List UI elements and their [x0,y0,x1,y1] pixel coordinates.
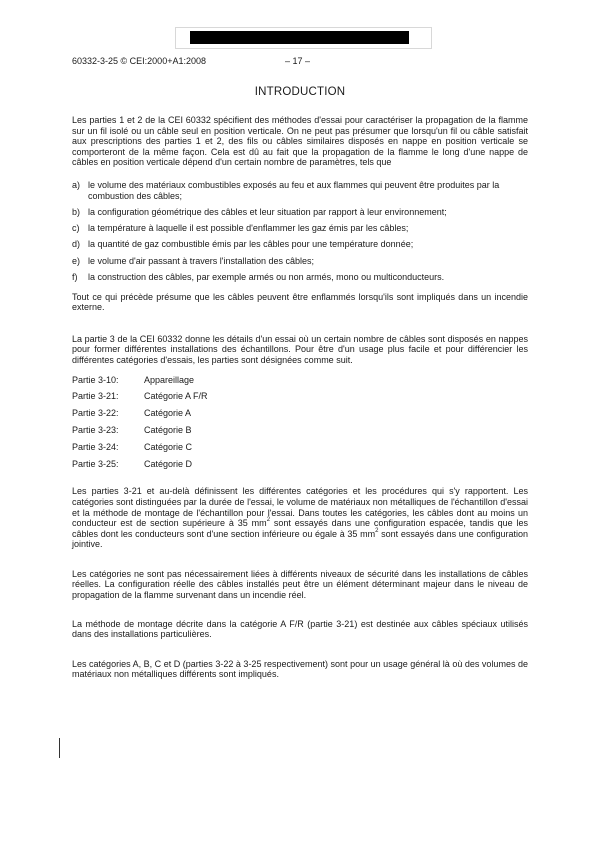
parameter-list [72,180,528,283]
part-key: Partie 3-25: [72,458,119,469]
part-value: Catégorie A [144,408,192,419]
part-value: Appareillage [144,374,195,385]
list-item-label: e) [72,255,81,266]
list-item-text: le volume d'air passant à travers l'installation des câbles; [88,255,315,266]
part-row [72,391,528,408]
list-item-label: f) [72,271,78,282]
list-item-text: la construction des câbles, par exemple armés ou non armés, mono ou multiconducteurs. [88,271,445,282]
list-item-text: la température à laquelle il est possible d'enflammer les gaz émis par les câbles; [88,223,409,234]
list-item-text: le volume des matériaux combustibles exposés au feu et aux flammes qui peuvent être produites par la combustion des câbles; [88,179,500,201]
part-row [72,459,528,476]
part-value: Catégorie D [144,458,193,469]
list-item-label: a) [72,179,81,190]
part-row [72,375,528,392]
categories-text-a: Les parties 3-21 et au-delà définissent les différentes catégories et les procédures qui s'y rapportent. Les catégories sont distinguées par la durée de l'essai, le volume de matériaux non métalliques de l'échantillon d'essai et la méthode de montage de l'échantillon pour l'essai. Dans toutes les catégories, les câbles dont au moins un conducteur est de section supérieure à 35 mm [72,486,528,529]
list-item-text: la configuration géométrique des câbles et leur situation par rapport à leur environnement; [88,206,447,217]
list-item-text: la quantité de gaz combustible émis par les câbles pour une température donnée; [88,239,414,250]
part-value: Catégorie C [144,441,193,452]
list-item [72,239,528,250]
part-key: Partie 3-23: [72,424,119,435]
document-body [72,115,528,680]
parts-list [72,375,528,476]
part-key: Partie 3-22: [72,408,119,419]
categories-text-b: sont essayés dans une configuration espacée, tandis que les câbles dont les conducteurs sont d'une section inférieure ou égale à 35 mm [72,518,528,539]
mounting-paragraph: La méthode de montage décrite dans la catégorie A F/R (partie 3-21) est destinée aux câbles spéciaux utilisés dans des installations particulières. [72,618,528,640]
list-item [72,223,528,234]
list-item-label: c) [72,223,80,234]
list-item [72,256,528,267]
list-item-label: d) [72,239,81,250]
part-row [72,425,528,442]
part-key: Partie 3-24: [72,441,119,452]
categories-paragraph [72,486,528,550]
part-row [72,442,528,459]
superscript: 2 [266,517,271,524]
list-item [72,207,528,218]
intro-paragraph: Les parties 1 et 2 de la CEI 60332 spécifient des méthodes d'essai pour caractériser la propagation de la flamme sur un fil isolé ou un câble seul en position verticale. On ne peut pas présumer que lorsqu'un fil ou câble satisfait aux prescriptions des parties 1 et 2, des fils ou câbles similaires disposés en nappe en position verticale se comporteront de la même façon. Cela est dû au fait que la propagation de la flamme le long d'une nappe de câbles en position verticale dépend d'un certain nombre de paramètres, tels que [72,115,528,168]
part-value: Catégorie A F/R [144,391,208,402]
list-item [72,180,528,201]
revision-bar [59,738,60,758]
categories-text-c: sont essayés dans une configuration jointive. [72,528,528,550]
redaction-bar [190,31,409,44]
presume-paragraph: Tout ce qui précède présume que les câbles peuvent être enflammés lorsqu'ils sont impliqués dans un incendie externe. [72,291,528,313]
part-key: Partie 3-10: [72,374,119,385]
part3-paragraph: La partie 3 de la CEI 60332 donne les détails d'un essai où un certain nombre de câbles sont disposés en nappes pour former différentes installations des échantillons. Pour être d'un usage plus facile et pour différencier les différentes catégories d'essais, les parties sont désignées comme suit. [72,333,528,365]
general-paragraph: Les catégories A, B, C et D (parties 3-22 à 3-25 respectivement) sont pour un usage général là où des volumes de matériaux non métalliques différents sont impliqués. [72,658,528,680]
section-title: INTRODUCTION [254,86,346,98]
page-number: – 17 – [285,56,311,66]
list-item [72,272,528,283]
list-item-label: b) [72,206,81,217]
part-row [72,408,528,425]
part-value: Catégorie B [144,424,192,435]
header-reference: 60332-3-25 © CEI:2000+A1:2008 [72,56,206,66]
safety-paragraph: Les catégories ne sont pas nécessairement liées à différents niveaux de sécurité dans les installations de câbles réelles. La configuration réelle des câbles installés peut être un élément déterminant majeur dans le niveau de propagation de la flamme survenant dans un incendie réel. [72,568,528,601]
part-key: Partie 3-21: [72,391,119,402]
superscript: 2 [375,527,379,534]
